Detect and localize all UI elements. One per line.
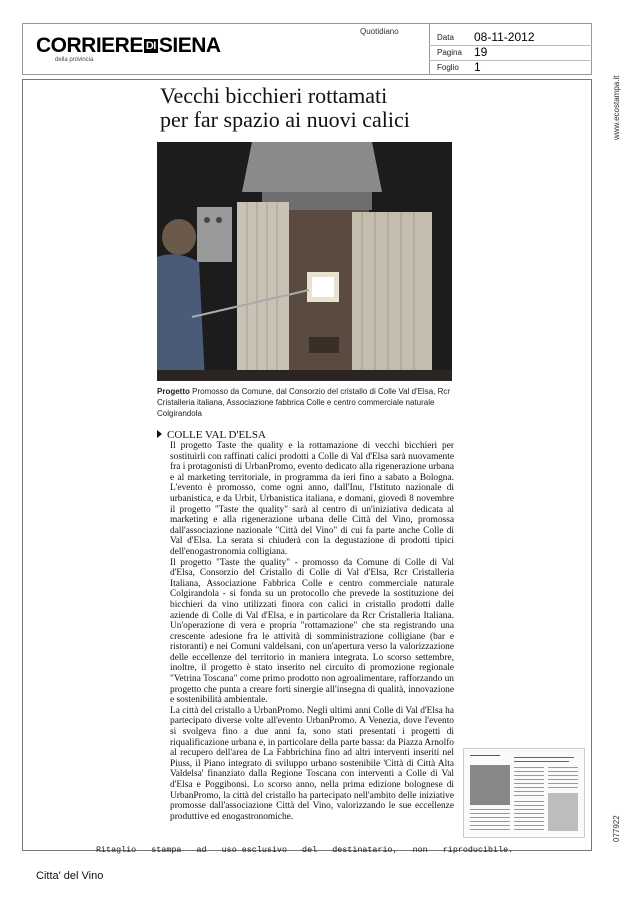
glass-furnace-illustration xyxy=(157,142,452,381)
article-headline xyxy=(160,84,460,132)
article-photo xyxy=(157,142,452,381)
body-paragraph: Il progetto Taste the quality e la rottamazione di vecchi bicchieri per sostituirli con raffinati calici prodotti a Colle di Val d'Elsa sarà nuovamente fra i protagonisti di UrbanPromo, evento dedicato alla rigenerazione urbana e al marketing territoriale, in programma da ieri fino a sabato a Bologna. L'evento è promosso, come ogni anno, dall'Inu, l'Istituto nazionale di urbanistica, e da Urbit, Urbanistica italiana, e domani, giovedì 8 novembre il progetto "Taste the quality" sarà al centro di un'iniziativa dedicata al marketing e alla rigenerazione urbana delle Città del Vino, promossa dall'associazione nazionale "Città del Vino" di cui fa parte anche Colle di Val d'Elsa. La serata si chiuderà con la degustazione di prodotti tipici dell'enogastronomia colligiana. xyxy=(170,441,454,557)
caption-label: Progetto xyxy=(157,387,190,396)
meta-row-divider xyxy=(429,45,592,46)
reproduction-disclaimer: Ritaglio stampa ad uso esclusivo del destinatario, non riproducibile. xyxy=(96,845,514,855)
headline-line-1: Vecchi bicchieri rottamati xyxy=(160,83,388,108)
date-value: 08-11-2012 xyxy=(474,30,535,44)
meta-divider xyxy=(429,23,430,75)
kicker-text: COLLE VAL D'ELSA xyxy=(167,429,266,441)
page-label: Pagina xyxy=(437,48,462,57)
meta-row-divider xyxy=(429,60,592,61)
page-thumbnail xyxy=(463,748,585,838)
logo-subtitle: della provincia xyxy=(55,57,94,63)
client-label: Citta' del Vino xyxy=(36,870,104,882)
caption-text: Promosso da Comune, dal Consorzio del cristallo di Colle Val d'Elsa, Rcr Cristalleria italiana, Associazione fabbrica Colle e centro commerciale naturale Colgirandola xyxy=(157,387,451,418)
page-value: 19 xyxy=(474,45,488,59)
location-kicker xyxy=(157,429,266,441)
date-label: Data xyxy=(437,33,454,42)
clipping-code: 077922 xyxy=(612,815,621,842)
headline-line-2: per far spazio ai nuovi calici xyxy=(160,107,410,132)
ecostampa-url: www.ecostampa.it xyxy=(612,75,621,140)
newspaper-logo: CORRIERE DI SIENA xyxy=(36,34,221,57)
sheet-label: Foglio xyxy=(437,63,459,72)
body-paragraph: Il progetto "Taste the quality" - promosso da Comune di Colle di Val d'Elsa, Consorzio del Cristallo di Colle di Val d'Elsa, Rcr Cristalleria Italiana, Associazione Fabbrica Colle e centro commerciale naturale Colgirandola - si fonda su un protocollo che prevede la sostituzione dei bicchieri da vino utilizzati finora con calici in cristallo prodotti dalle aziende di Colle di Val d'Elsa, e in particolare da Rcr Cristalleria Italiana. Un'operazione di vera e propria "rottamazione" che sta registrando una crescente adesione fra le attività di somministrazione colligiane (bar e ristoranti) e nei Comuni valdelsani, con un'apertura verso la valorizzazione delle eccellenze del territorio in maniera integrata. Lo scorso settembre, inoltre, il progetto è stato inserito nel circuito di promozione regionale "Vetrina Toscana" come primo prodotto non agroalimentare, rafforzando un progetto che punta a creare forti sinergie all'insegna di qualità, innovazione e sostenibilità ambientale. xyxy=(170,557,454,706)
body-paragraph: La città del cristallo a UrbanPromo. Negli ultimi anni Colle di Val d'Elsa ha partecipato diverse volte all'evento UrbanPromo. A Venezia, dove l'evento si svolgeva fino a due anni fa, sono stati presentati i progetti di riqualificazione urbana e, in particolare della parte bassa: da Piazza Arnolfo al recupero dell'area de La Fabbrichina fino ad altri interventi inseriti nel Piuss, il Piano integrato di sviluppo urbano sostenibile 'Città di Città Alta Valdelsa' finanziato dalla Regione Toscana con interventi a Colle di Val d'Elsa e Poggibonsi. Lo scorso anno, nella prima edizione bolognese di UrbanPromo, la città del cristallo ha partecipato nell'ambito delle iniziative promosse dall'associazione Città del Vino, valorizzando le sue eccellenze produttive ed enogastronomiche. xyxy=(170,705,454,822)
sheet-value: 1 xyxy=(474,60,481,74)
photo-caption xyxy=(157,386,457,419)
triangle-bullet-icon xyxy=(157,430,162,438)
publication-type: Quotidiano xyxy=(360,27,399,36)
article-body xyxy=(170,441,454,822)
